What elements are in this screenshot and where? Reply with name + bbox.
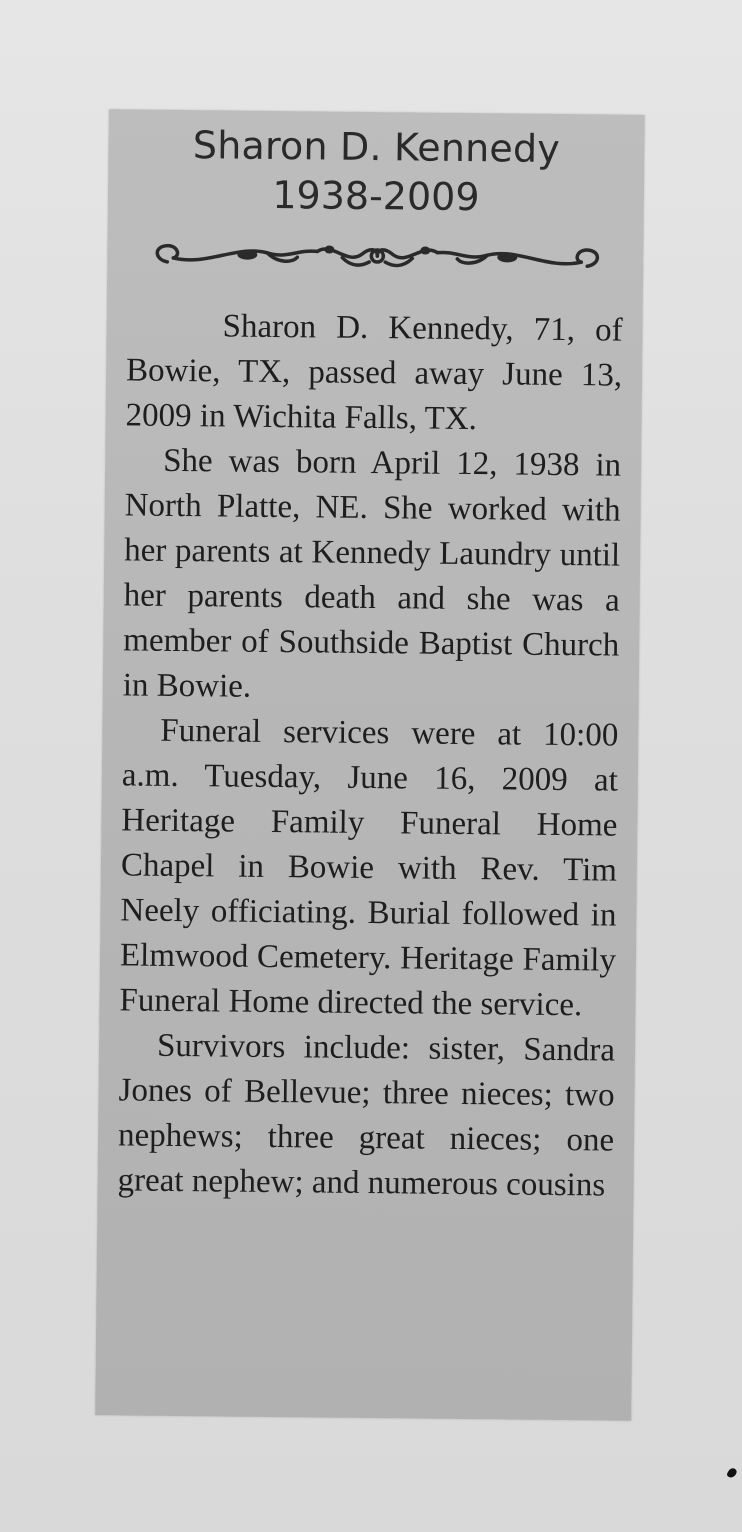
paragraph-biography: She was born April 12, 1938 in North Platte, NE. She worked with her parents at Kennedy Laundry until her parents death and she was a member of Southside Baptist Church in Bowie.: [122, 442, 622, 705]
obituary-clipping: [95, 109, 645, 1421]
obituary-body: [117, 303, 622, 1208]
flourish-divider-icon: [147, 234, 607, 279]
ink-mark: [726, 1467, 738, 1480]
paragraph-death-notice: Sharon D. Kennedy, 71, of Bowie, TX, passed away June 13, 2009 in Wichita Falls, TX.: [125, 308, 623, 438]
life-years: 1938-2009: [272, 172, 480, 220]
paragraph-services: Funeral services were at 10:00 a.m. Tuesday, June 16, 2009 at Heritage Family Funeral Home Chapel in Bowie with Rev. Tim Neely officiating. Burial followed in Elmwood Cemetery. Heritage Family Funeral Home directed the service.: [119, 712, 619, 1024]
obituary-header: [108, 119, 645, 223]
paragraph-survivors: Survivors include: sister, Sandra Jones of Bellevue; three nieces; two nephews; three great nieces; one great nephew; and numerous cousins: [117, 1027, 616, 1204]
page-title: Sharon D. Kennedy: [192, 123, 561, 171]
